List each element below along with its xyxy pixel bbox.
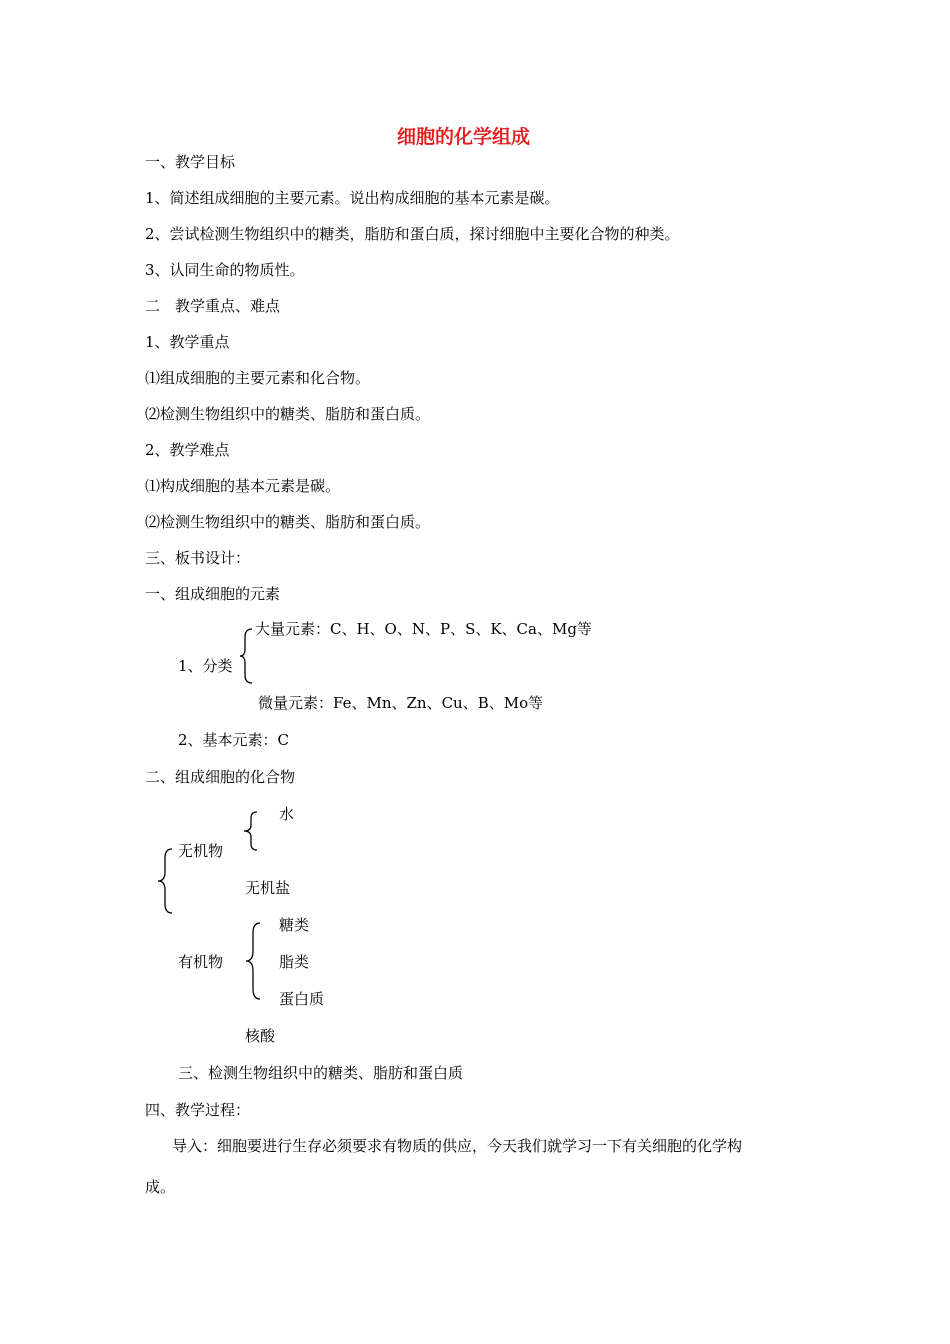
board-heading: 三、检测生物组织中的糖类、脂肪和蛋白质	[178, 1064, 464, 1082]
difficulty-line: ⑴构成细胞的基本元素是碳。	[145, 477, 341, 495]
brace-icon	[240, 628, 256, 684]
section-heading: 三、板书设计：	[145, 549, 251, 567]
key-point-line: ⑴组成细胞的主要元素和化合物。	[145, 369, 371, 387]
section-heading: 一、教学目标	[145, 153, 236, 171]
brace-icon	[155, 848, 173, 914]
protein-label: 蛋白质	[279, 990, 325, 1008]
trace-elements: 微量元素：Fe、Mn、Zn、Cu、B、Mo等	[258, 694, 544, 712]
brace-icon	[243, 922, 261, 1000]
organic-label: 有机物	[178, 953, 224, 971]
lipid-label: 脂类	[279, 953, 310, 971]
major-elements: 大量元素：C、H、O、N、P、S、K、Ca、Mg等	[255, 620, 592, 638]
page-title: 细胞的化学组成	[397, 126, 531, 148]
intro-paragraph-end: 成。	[145, 1178, 176, 1196]
classification-label: 1、分类	[178, 657, 233, 675]
difficulty-line: ⑵检测生物组织中的糖类、脂肪和蛋白质。	[145, 513, 431, 531]
subheading: 1、教学重点	[145, 333, 230, 351]
water-label: 水	[279, 805, 295, 823]
inorganic-label: 无机物	[178, 842, 224, 860]
brace-icon	[241, 811, 257, 851]
section-heading: 四、教学过程：	[145, 1101, 251, 1119]
section-heading: 二 教学重点、难点	[145, 297, 281, 315]
inorganic-salt-label: 无机盐	[245, 879, 291, 897]
key-point-line: ⑵检测生物组织中的糖类、脂肪和蛋白质。	[145, 405, 431, 423]
objective-line: 3、认同生命的物质性。	[145, 261, 305, 279]
board-heading: 二、组成细胞的化合物	[145, 768, 296, 786]
basic-element: 2、基本元素：C	[178, 731, 290, 749]
sugar-label: 糖类	[279, 916, 310, 934]
intro-paragraph: 导入：细胞要进行生存必须要求有物质的供应，今天我们就学习一下有关细胞的化学构	[172, 1137, 743, 1155]
objective-line: 2、尝试检测生物组织中的糖类，脂肪和蛋白质，探讨细胞中主要化合物的种类。	[145, 225, 680, 243]
subheading: 2、教学难点	[145, 441, 230, 459]
objective-line: 1、简述组成细胞的主要元素。说出构成细胞的基本元素是碳。	[145, 189, 560, 207]
board-heading: 一、组成细胞的元素	[145, 585, 281, 603]
nucleic-acid-label: 核酸	[245, 1027, 276, 1045]
